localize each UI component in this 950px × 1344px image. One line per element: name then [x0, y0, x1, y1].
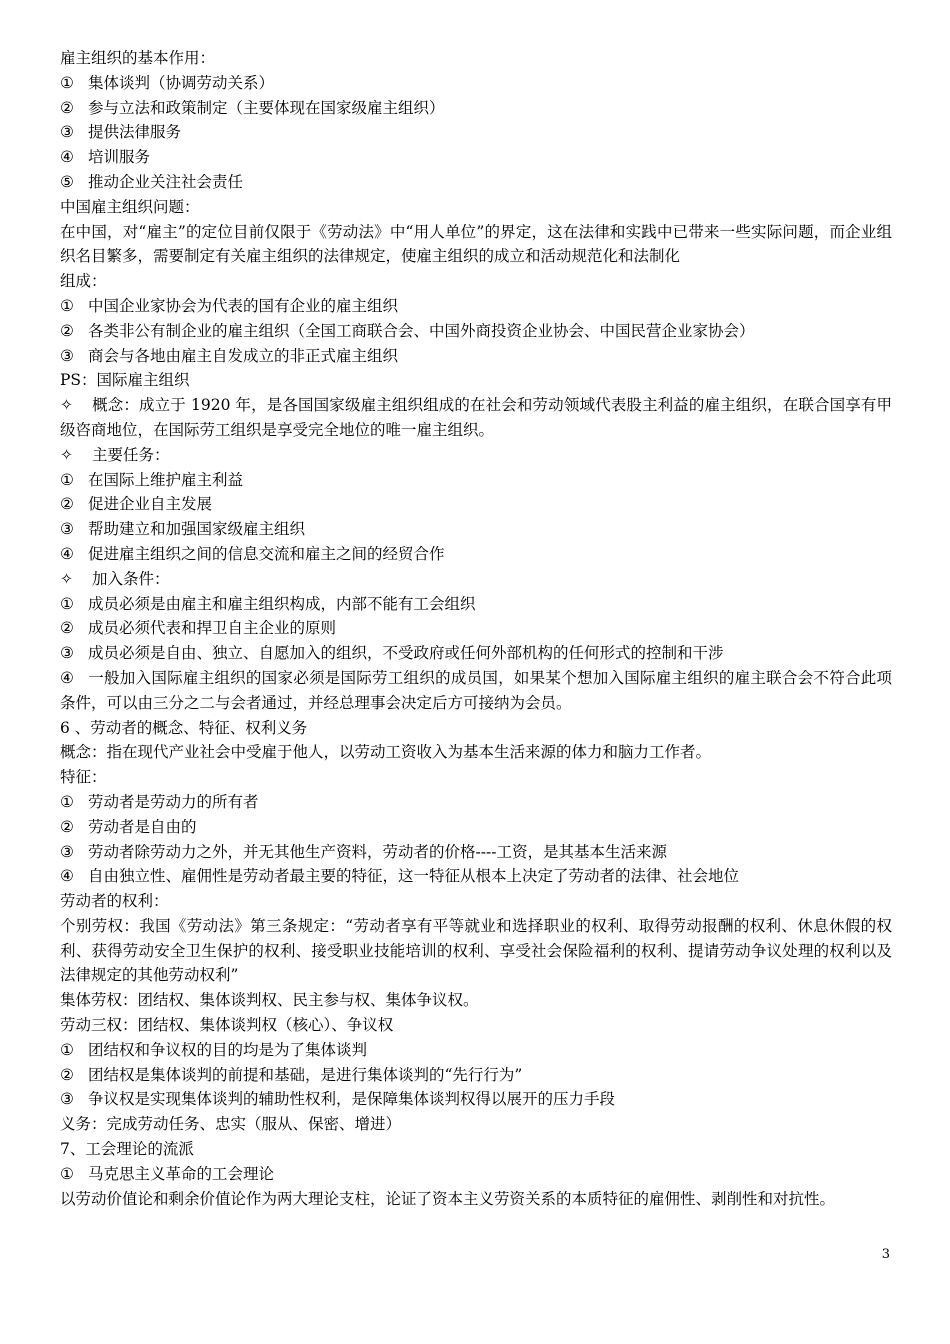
list-marker: ②: [60, 495, 74, 514]
list-marker: ⑤: [60, 172, 74, 191]
list-item: [60, 517, 892, 542]
join-heading-text: 加入条件：: [92, 569, 170, 588]
list-item: [60, 319, 892, 344]
list-item-text: 中国企业家协会为代表的国有企业的雇主组织: [88, 296, 399, 315]
list-item: [60, 1162, 892, 1187]
list-item-text: 劳动者是自由的: [88, 817, 197, 836]
list-item-text: 团结权和争议权的目的均是为了集体谈判: [88, 1040, 368, 1059]
list-item: [60, 145, 892, 170]
diamond-bullet-icon: ✧: [60, 396, 73, 415]
list-item-text: 集体谈判（协调劳动关系）: [88, 73, 275, 92]
list-item-text: 成员必须是由雇主和雇主组织构成，内部不能有工会组织: [88, 594, 476, 613]
list-item: [60, 815, 892, 840]
worker-concept: 概念：指在现代产业社会中受雇于他人，以劳动工资收入为基本生活来源的体力和脑力工作者。: [60, 743, 712, 762]
list-item: [60, 616, 892, 641]
list-item-text: 一般加入国际雇主组织的国家必须是国际劳工组织的成员国，如果某个想加入国际雇主组织的雇主联合会不符合此项条件，可以由三分之二与会者通过，并经总理事会决定后方可接纳为会员。: [60, 668, 892, 712]
list-marker: ③: [60, 842, 74, 861]
individual-rights-paragraph: 个别劳权：我国《劳动法》第三条规定：“劳动者享有平等就业和选择职业的权利、取得劳动报酬的权利、休息休假的权利、获得劳动安全卫生保护的权利、接受职业技能培训的权利、享受社会保险福利的权利、提请劳动争议处理的权利以及法律规定的其他劳动权利”: [60, 916, 892, 985]
basic-roles-heading: 雇主组织的基本作用：: [60, 49, 216, 67]
list-item: [60, 120, 892, 145]
three-rights: 劳动三权：团结权、集体谈判权（核心）、争议权: [60, 1016, 394, 1035]
list-item: [60, 666, 892, 716]
list-item-text: 劳动者除劳动力之外，并无其他生产资料，劳动者的价格----工资，是其基本生活来源: [88, 842, 667, 861]
list-item: [60, 864, 892, 889]
list-marker: ③: [60, 520, 74, 539]
list-marker: ②: [60, 98, 74, 117]
list-marker: ③: [60, 1090, 74, 1109]
list-item: [60, 542, 892, 567]
list-item: [60, 1063, 892, 1088]
list-marker: ①: [60, 470, 74, 489]
list-item-text: 各类非公有制企业的雇主组织（全国工商联合会、中国外商投资企业协会、中国民营企业家协会）: [88, 321, 755, 340]
list-marker: ②: [60, 619, 74, 638]
list-item: [60, 641, 892, 666]
list-marker: ③: [60, 346, 74, 365]
list-marker: ②: [60, 321, 74, 340]
list-item-text: 培训服务: [88, 148, 151, 167]
list-item-text: 促进企业自主发展: [88, 495, 213, 514]
list-item-text: 商会与各地由雇主自发成立的非正式雇主组织: [88, 346, 399, 365]
list-item: [60, 790, 892, 815]
rights-heading: 劳动者的权利：: [60, 892, 169, 911]
list-marker: ①: [60, 594, 74, 613]
list-item: [60, 492, 892, 517]
section-7-paragraph: 以劳动价值论和剩余价值论作为两大理论支柱，论证了资本主义劳资关系的本质特征的雇佣性、剥削性和对抗性。: [60, 1189, 836, 1208]
ps-heading: PS：国际雇主组织: [60, 371, 190, 390]
list-item-text: 争议权是实现集体谈判的辅助性权利，是保障集体谈判权得以展开的压力手段: [88, 1090, 616, 1109]
collective-rights: 集体劳权：团结权、集体谈判权、民主参与权、集体争议权。: [60, 991, 479, 1010]
list-item: [60, 170, 892, 195]
page-content: [60, 46, 892, 1211]
list-marker: ②: [60, 817, 74, 836]
list-item: [60, 1038, 892, 1063]
diamond-bullet-icon: ✧: [60, 569, 73, 588]
list-marker: ①: [60, 792, 74, 811]
list-item-text: 在国际上维护雇主利益: [88, 470, 244, 489]
china-issue-paragraph: 在中国，对“雇主”的定位目前仅限于《劳动法》中“用人单位”的界定，这在法律和实践中已带来一些实际问题，而企业组织名目繁多，需要制定有关雇主组织的法律规定，使雇主组织的成立和活动规范化和法制化: [60, 222, 892, 266]
list-marker: ①: [60, 1040, 74, 1059]
tasks-heading: [60, 443, 892, 468]
duties: 义务：完成劳动任务、忠实（服从、保密、增进）: [60, 1115, 402, 1134]
tasks-heading-text: 主要任务：: [92, 445, 170, 464]
list-marker: ②: [60, 1065, 74, 1084]
section-6-heading: 6 、劳动者的概念、特征、权利义务: [60, 718, 308, 737]
list-item-text: 自由独立性、雇佣性是劳动者最主要的特征，这一特征从根本上决定了劳动者的法律、社会地位: [88, 867, 740, 886]
list-marker: ④: [60, 867, 74, 886]
list-marker: ①: [60, 296, 74, 315]
list-marker: ③: [60, 644, 74, 663]
list-item: [60, 468, 892, 493]
list-item-text: 促进雇主组织之间的信息交流和雇主之间的经贸合作: [88, 544, 445, 563]
list-item-text: 成员必须代表和捍卫自主企业的原则: [88, 619, 337, 638]
list-marker: ④: [60, 148, 74, 167]
list-item-text: 劳动者是劳动力的所有者: [88, 792, 259, 811]
list-item-text: 推动企业关注社会责任: [88, 172, 244, 191]
list-item: [60, 96, 892, 121]
list-item: [60, 592, 892, 617]
list-item: [60, 1087, 892, 1112]
list-item: [60, 840, 892, 865]
join-heading: [60, 567, 892, 592]
list-item: [60, 294, 892, 319]
concept-text: 概念：成立于 1920 年，是各国国家级雇主组织组成的在社会和劳动领域代表股主利益的雇主组织，在联合国享有甲级咨商地位，在国际劳工组织是享受完全地位的唯一雇主组织。: [60, 396, 892, 439]
page-number: 3: [881, 1247, 890, 1262]
list-item-text: 提供法律服务: [88, 123, 182, 142]
list-item-text: 参与立法和政策制定（主要体现在国家级雇主组织）: [88, 98, 445, 117]
list-item: [60, 71, 892, 96]
list-marker: ①: [60, 73, 74, 92]
list-marker: ③: [60, 123, 74, 142]
concept-paragraph: [60, 393, 892, 443]
china-issue-heading: 中国雇主组织问题：: [60, 197, 200, 216]
list-marker: ④: [60, 544, 74, 563]
features-heading: 特征：: [60, 768, 107, 787]
list-item-text: 团结权是集体谈判的前提和基础，是进行集体谈判的“先行行为”: [88, 1065, 523, 1084]
list-marker: ④: [60, 668, 74, 687]
list-item-text: 马克思主义革命的工会理论: [88, 1164, 275, 1183]
diamond-bullet-icon: ✧: [60, 445, 73, 464]
composition-heading: 组成：: [60, 272, 107, 291]
section-7-heading: 7、工会理论的流派: [60, 1140, 194, 1159]
list-item-text: 帮助建立和加强国家级雇主组织: [88, 520, 306, 539]
list-item-text: 成员必须是自由、独立、自愿加入的组织，不受政府或任何外部机构的任何形式的控制和干涉: [88, 644, 724, 663]
list-marker: ①: [60, 1164, 74, 1183]
list-item: [60, 344, 892, 369]
